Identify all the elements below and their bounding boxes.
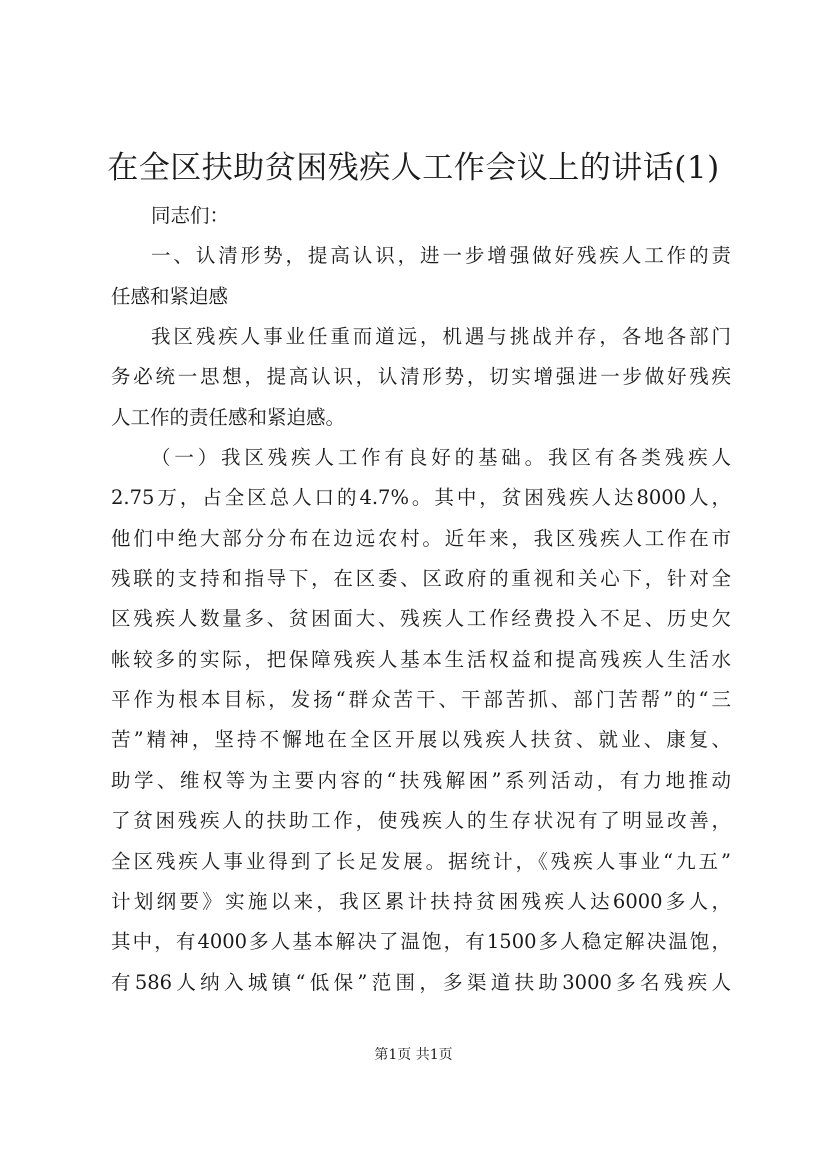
paragraph-line: 2.75万，占全区总人口的4.7%。其中，贫困残疾人达8000人， <box>111 486 731 510</box>
salutation-line: 同志们： <box>151 204 230 227</box>
paragraph-line: 我区残疾人事业任重而道远，机遇与挑战并存，各地各部门 <box>151 325 731 349</box>
paragraph-line: 其中，有4000多人基本解决了温饱，有1500多人稳定解决温饱， <box>111 930 731 954</box>
page-footer: 第1页 共1页 <box>374 1047 453 1063</box>
paragraph-line: 残联的支持和指导下，在区委、区政府的重视和关心下，针对全 <box>111 567 731 591</box>
paragraph-line: 苦”精神，坚持不懈地在全区开展以残疾人扶贫、就业、康复、 <box>111 728 731 752</box>
paragraph-line: 了贫困残疾人的扶助工作，使残疾人的生存状况有了明显改善， <box>111 809 731 833</box>
paragraph-line: 人工作的责任感和紧迫感。 <box>111 405 346 429</box>
paragraph-line: （一）我区残疾人工作有良好的基础。我区有各类残疾人 <box>151 446 731 470</box>
paragraph-line: 务必统一思想，提高认识，认清形势，切实增强进一步做好残疾 <box>111 365 731 389</box>
paragraph-line: 全区残疾人事业得到了长足发展。据统计，《残疾人事业“九五” <box>111 849 731 873</box>
paragraph-line: 有586人纳入城镇“低保”范围，多渠道扶助3000多名残疾人 <box>111 970 731 994</box>
document-title: 在全区扶助贫困残疾人工作会议上的讲话(1) <box>107 150 720 186</box>
paragraph-line: 助学、维权等为主要内容的“扶残解困”系列活动，有力地推动 <box>111 768 731 792</box>
paragraph-line: 帐较多的实际，把保障残疾人基本生活权益和提高残疾人生活水 <box>111 647 731 671</box>
paragraph-line: 平作为根本目标，发扬“群众苦干、干部苦抓、部门苦帮”的“三 <box>111 688 731 712</box>
section-heading-line: 一、认清形势，提高认识，进一步增强做好残疾人工作的责 <box>151 244 731 268</box>
paragraph-line: 他们中绝大部分分布在边远农村。近年来，我区残疾人工作在市 <box>111 526 731 550</box>
document-body <box>111 196 731 1003</box>
paragraph-line: 计划纲要》实施以来，我区累计扶持贫困残疾人达6000多人， <box>111 889 731 913</box>
paragraph-line: 区残疾人数量多、贫困面大、残疾人工作经费投入不足、历史欠 <box>111 607 731 631</box>
section-heading-line: 任感和紧迫感 <box>111 284 229 308</box>
